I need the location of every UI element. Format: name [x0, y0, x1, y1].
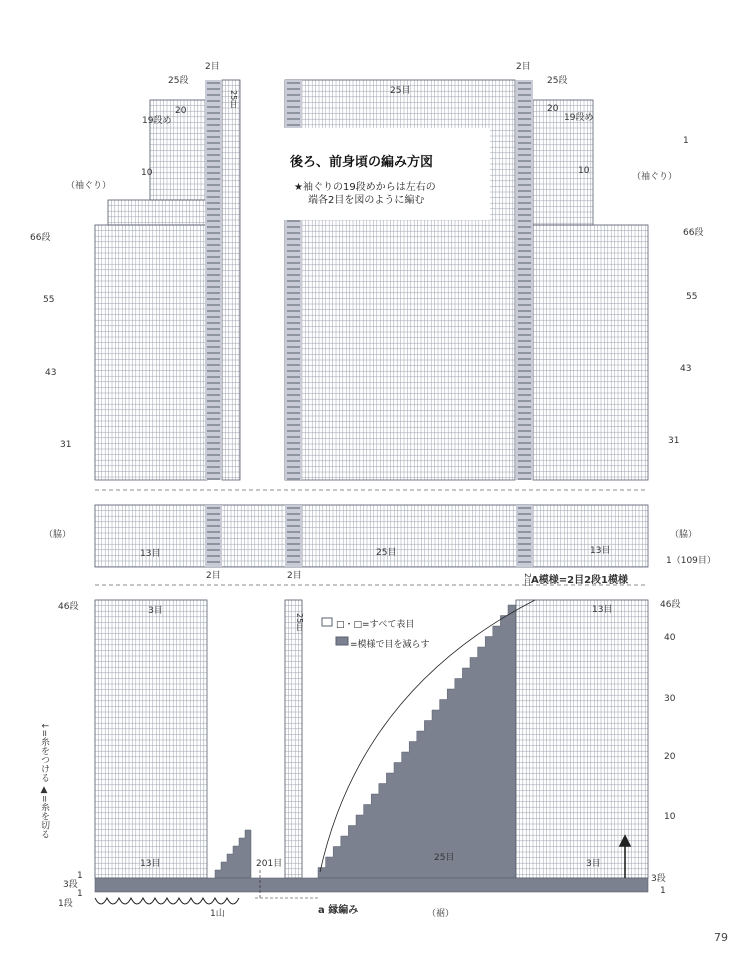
upper-left-body — [95, 225, 207, 480]
scallop-edge — [95, 898, 239, 904]
chart-title: 後ろ、前身頃の編み方図 — [290, 155, 434, 170]
legend-decrease: =模様で目を減らす — [350, 640, 430, 650]
label-201: 201目 — [256, 859, 283, 869]
row-ll-1: 1 — [77, 871, 83, 881]
stitch-25-vertical-top: 25目 — [229, 90, 238, 109]
stitch-25-top: 25目 — [390, 86, 411, 96]
stitch-3-right: 3目 — [586, 859, 601, 869]
note-line-2: 端各2目を図のように編む — [308, 195, 425, 206]
label-cast-109: 1（109目） — [666, 556, 716, 566]
upper-left-panel — [222, 80, 240, 480]
row-ul-10: 10 — [141, 168, 153, 178]
stitch-3-left: 3目 — [148, 606, 163, 616]
stitch-13-left: 13目 — [140, 549, 161, 559]
row-ll-3: 3段 — [63, 880, 78, 890]
page-number: 79 — [714, 931, 728, 944]
small-staircase — [215, 830, 251, 878]
label-edge: a 縁編み — [318, 905, 359, 916]
stitch-two-mid-2: 2目 — [287, 571, 302, 581]
ribbing-band — [95, 878, 648, 892]
upper-left-shoulder-border — [108, 200, 207, 225]
upper-left-panel-border — [222, 80, 240, 480]
row-ur-55: 55 — [686, 292, 698, 302]
cable-upper-3 — [516, 80, 533, 480]
lower-left-body — [95, 600, 207, 878]
stitch-25-bottom: 25目 — [434, 853, 455, 863]
row-ll-1dan: 1段 — [58, 899, 73, 909]
lower-right-body — [516, 600, 648, 878]
row-ur-19: 19段め — [564, 113, 594, 123]
row-ll-46: 46段 — [58, 602, 79, 612]
stitch-25-mid: 25目 — [376, 548, 397, 558]
label-waki-left: （脇） — [44, 530, 72, 540]
row-ur-10: 10 — [578, 166, 590, 176]
stitch-13-low-right: 13目 — [592, 605, 613, 615]
lower-center-strip — [285, 600, 302, 878]
side-note: ↓=糸をつける ▲=糸を切る — [39, 722, 49, 839]
row-lr-10: 10 — [664, 812, 676, 822]
label-sode-left: （袖ぐり） — [66, 181, 112, 191]
row-lr-46: 46段 — [660, 600, 681, 610]
row-ul-31: 31 — [60, 440, 72, 450]
row-ul-25: 25段 — [168, 76, 189, 86]
row-lr-40: 40 — [664, 633, 676, 643]
label-a-pattern: A模様=2目2段1模様 — [531, 575, 628, 586]
row-lr-30: 30 — [664, 694, 676, 704]
lower-center-strip-border — [285, 600, 302, 878]
middle-band — [95, 505, 648, 567]
upper-left-shoulder — [108, 200, 207, 225]
stitch-two-mid-1: 2目 — [206, 571, 221, 581]
cable-upper-1 — [205, 80, 222, 480]
stitch-13-low-left: 13目 — [140, 859, 161, 869]
legend-all-knit: □・□=すべて表目 — [336, 620, 415, 630]
row-ur-43: 43 — [680, 364, 692, 374]
stitch-13-right: 13目 — [590, 546, 611, 556]
row-ur-66: 66段 — [683, 228, 704, 238]
row-lr-3: 3段 — [651, 874, 666, 884]
section-separators — [95, 490, 648, 585]
note-line-1: ★袖ぐりの19段めからは左右の — [294, 182, 436, 193]
row-lr-20: 20 — [664, 752, 676, 762]
label-sode-right: （袖ぐり） — [632, 172, 678, 182]
legend-box-2 — [336, 637, 348, 645]
middle-band-border — [95, 505, 648, 567]
row-lr-1: 1 — [660, 886, 666, 896]
label-yama: 1山 — [210, 909, 225, 919]
row-ll-1b: 1 — [77, 889, 83, 899]
row-ul-66: 66段 — [30, 233, 51, 243]
legend-box-1 — [322, 618, 332, 626]
row-ul-19: 19段め — [142, 116, 172, 126]
stitch-two-top-left: 2目 — [205, 62, 220, 72]
label-suso: （裾） — [427, 909, 455, 919]
chart-note — [294, 181, 436, 207]
stitch-25-vertical-low: 25目 — [295, 613, 304, 632]
row-ul-43: 43 — [45, 368, 57, 378]
stitch-two-vertical: 2目 — [523, 573, 532, 587]
label-waki-right: （脇） — [670, 530, 698, 540]
row-ur-1: 1 — [683, 136, 689, 146]
row-ur-25: 25段 — [547, 76, 568, 86]
upper-right-body — [533, 225, 648, 480]
cable-upper-3-pattern — [518, 83, 531, 479]
row-ul-55: 55 — [43, 295, 55, 305]
row-ul-20: 20 — [175, 106, 187, 116]
stitch-two-top-right: 2目 — [516, 62, 531, 72]
cable-upper-1-pattern — [207, 83, 220, 479]
row-ur-20: 20 — [547, 104, 559, 114]
row-ur-31: 31 — [668, 436, 680, 446]
